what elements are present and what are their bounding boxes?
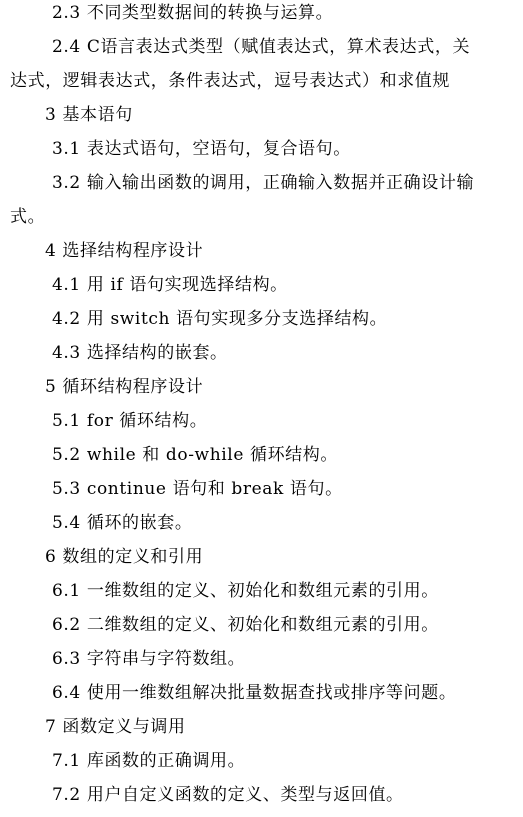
item-3-2-continued: 式。 [10,207,46,227]
item-3-2: 3.2 输入输出函数的调用，正确输入数据并正确设计输 [52,173,475,193]
item-5-3: 5.3 continue 语句和 break 语句。 [52,479,343,499]
section-5-heading: 5 循环结构程序设计 [45,377,204,397]
section-4-heading: 4 选择结构程序设计 [45,241,204,261]
item-4-2: 4.2 用 switch 语句实现多分支选择结构。 [52,309,388,329]
item-7-1: 7.1 库函数的正确调用。 [52,751,246,771]
item-2-3: 2.3 不同类型数据间的转换与运算。 [52,3,334,23]
item-4-1: 4.1 用 if 语句实现选择结构。 [52,275,288,295]
section-3-heading: 3 基本语句 [45,105,133,125]
section-7-heading: 7 函数定义与调用 [45,717,186,737]
item-6-3: 6.3 字符串与字符数组。 [52,649,246,669]
item-6-1: 6.1 一维数组的定义、初始化和数组元素的引用。 [52,581,439,601]
item-6-2: 6.2 二维数组的定义、初始化和数组元素的引用。 [52,615,439,635]
section-6-heading: 6 数组的定义和引用 [45,547,204,567]
item-5-4: 5.4 循环的嵌套。 [52,513,193,533]
item-6-4: 6.4 使用一维数组解决批量数据查找或排序等问题。 [52,683,457,703]
item-2-4: 2.4 C语言表达式类型（赋值表达式，算术表达式，关 [52,37,471,57]
item-5-1: 5.1 for 循环结构。 [52,411,208,431]
item-4-3: 4.3 选择结构的嵌套。 [52,343,228,363]
item-2-4-continued: 达式，逻辑表达式，条件表达式，逗号表达式）和求值规 [10,71,450,91]
item-7-2: 7.2 用户自定义函数的定义、类型与返回值。 [52,785,404,805]
item-5-2: 5.2 while 和 do-while 循环结构。 [52,445,338,465]
item-3-1: 3.1 表达式语句，空语句，复合语句。 [52,139,351,159]
